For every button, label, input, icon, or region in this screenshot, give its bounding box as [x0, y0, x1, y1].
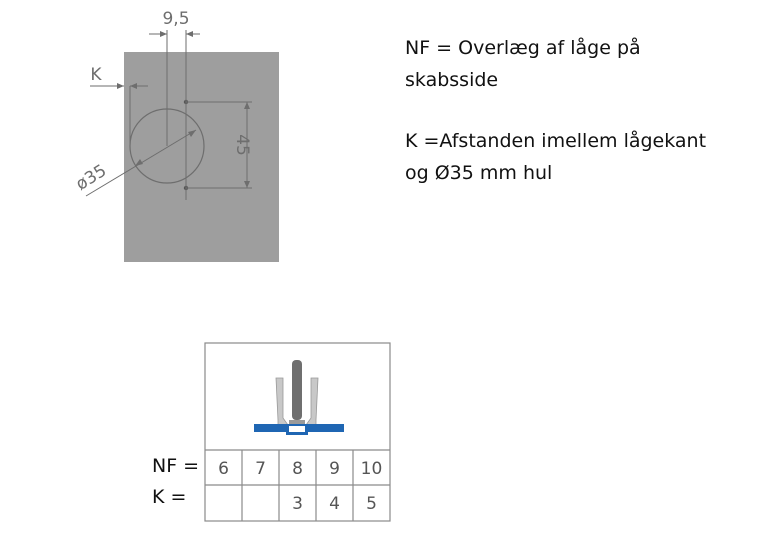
- dimension-k-label: K: [90, 65, 102, 85]
- k-cell: 5: [366, 494, 377, 514]
- dimension-9-5-label: 9,5: [162, 9, 190, 29]
- k-description-line-2: og Ø35 mm hul: [405, 162, 553, 184]
- nf-cell: 6: [218, 459, 229, 479]
- door-panel: [124, 52, 279, 262]
- nf-description-line-2: skabsside: [405, 69, 499, 91]
- nf-row: [218, 459, 382, 479]
- nf-description-line-1: NF = Overlæg af låge på: [405, 37, 641, 59]
- k-row: [292, 494, 377, 514]
- dimension-diameter-label: ø35: [72, 160, 111, 195]
- plate-gap: [289, 426, 305, 432]
- nf-cell: 8: [292, 459, 303, 479]
- side-panel: [292, 360, 302, 420]
- k-description-line-1: K =Afstanden imellem lågekant: [405, 130, 707, 152]
- hinge-illustration: [254, 360, 344, 435]
- k-cell: 3: [292, 494, 303, 514]
- nf-cell: 7: [255, 459, 266, 479]
- nf-row-label: NF =: [152, 455, 200, 477]
- dimension-45-label: 45: [232, 134, 252, 156]
- nf-cell: 10: [360, 459, 383, 479]
- hinge-arm-left: [276, 378, 288, 428]
- k-description: [405, 125, 706, 189]
- hinge-arm-right: [306, 378, 318, 428]
- k-cell: 4: [329, 494, 340, 514]
- plate-lip: [286, 432, 308, 435]
- k-row-label: K =: [152, 486, 187, 508]
- nf-description: [405, 32, 641, 96]
- nf-cell: 9: [329, 459, 340, 479]
